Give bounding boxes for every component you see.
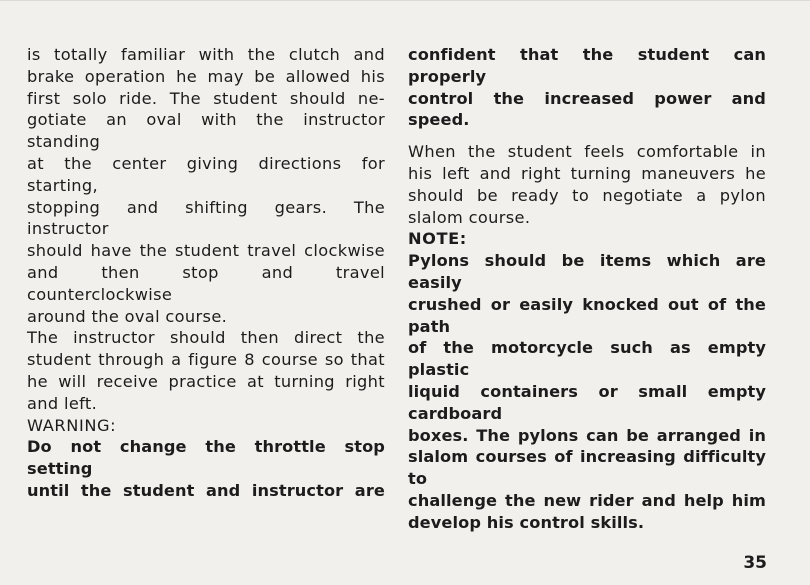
text-line: slalom courses of increasing difficulty to [408,447,766,489]
text-line: Pylons should be items which are easily [408,251,766,292]
page-number: 35 [743,553,767,573]
warning-continuation [408,44,766,131]
figure-8-paragraph [27,327,385,414]
text-line: is totally familiar with the clutch and [27,45,385,64]
text-line: liquid containers or small empty cardboard [408,381,766,423]
text-line: of the motorcycle such as empty plastic [408,338,766,380]
text-line: at the center giving directions for starting, [27,153,385,195]
text-line: slalom course. [408,207,531,227]
solo-ride-paragraph [27,44,385,327]
text-line: should be ready to negotiate a pylon [408,185,766,205]
text-line: Do not change the throttle stop setting [27,437,385,479]
warning-label: WARNING: [27,415,117,435]
text-line: gotiate an oval with the instructor standing [27,110,385,152]
text-line: When the student feels comfortable in [408,142,766,162]
text-line: should have the student travel clockwise [27,241,385,261]
text-line: and left. [27,393,98,413]
slalom-paragraph [408,141,766,228]
text-line: student through a figure 8 course so that [27,350,385,370]
text-line: boxes. The pylons can be arranged in [408,425,766,445]
page-top-edge [0,0,810,1]
left-column [27,44,385,502]
text-line: and then stop and travel counterclockwise [27,262,385,304]
text-line: he will receive practice at turning right [27,371,385,391]
warning-text [27,436,385,501]
text-line: brake operation he may be allowed his [27,66,385,86]
text-line: crushed or easily knocked out of the path [408,294,766,336]
text-line: until the student and instructor are [27,480,385,500]
text-line: around the oval course. [27,306,228,326]
text-line: challenge the new rider and help him [408,490,766,510]
note-label: NOTE: [408,229,467,249]
note-text [408,250,766,533]
text-line: The instructor should then direct the [27,328,385,348]
text-line: control the increased power and speed. [408,88,766,130]
right-column [408,44,766,534]
text-line: first solo ride. The student should ne- [27,88,385,108]
text-line: confident that the student can properly [408,45,766,86]
text-line: his left and right turning maneuvers he [408,163,766,183]
text-line: develop his control skills. [408,512,645,532]
text-line: stopping and shifting gears. The instructor [27,197,385,239]
